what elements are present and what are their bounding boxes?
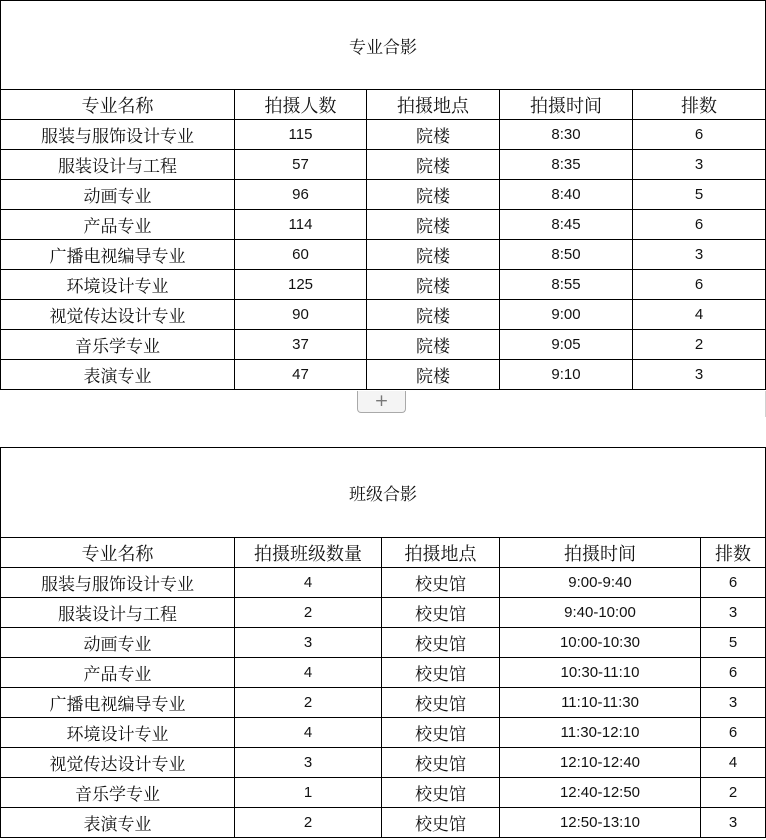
cell-people-count[interactable]: 96 [235, 180, 367, 210]
table-header-row [1, 90, 766, 120]
cell-class-count[interactable]: 2 [235, 688, 382, 718]
cell-rows[interactable]: 3 [633, 360, 766, 390]
cell-location[interactable]: 院楼 [367, 360, 500, 390]
cell-time[interactable]: 9:05 [500, 330, 633, 360]
table-row [1, 688, 766, 718]
table-title-row [1, 1, 766, 90]
table-row [1, 568, 766, 598]
cell-class-count[interactable]: 1 [235, 778, 382, 808]
cell-major-name[interactable]: 视觉传达设计专业 [1, 300, 235, 330]
table-row [1, 778, 766, 808]
cell-rows[interactable]: 3 [633, 240, 766, 270]
cell-time[interactable]: 8:30 [500, 120, 633, 150]
cell-class-count[interactable]: 4 [235, 568, 382, 598]
table-row [1, 210, 766, 240]
cell-rows[interactable]: 4 [701, 748, 766, 778]
cell-location[interactable]: 院楼 [367, 120, 500, 150]
cell-major-name[interactable]: 环境设计专业 [1, 270, 235, 300]
cell-people-count[interactable]: 60 [235, 240, 367, 270]
cell-time[interactable]: 8:40 [500, 180, 633, 210]
cell-location[interactable]: 院楼 [367, 240, 500, 270]
cell-time[interactable]: 12:50-13:10 [500, 808, 701, 838]
cell-location[interactable]: 校史馆 [382, 568, 500, 598]
cell-class-count[interactable]: 3 [235, 748, 382, 778]
cell-location[interactable]: 校史馆 [382, 748, 500, 778]
cell-major-name[interactable]: 服装设计与工程 [1, 150, 235, 180]
table-title[interactable]: 专业合影 [1, 1, 766, 90]
cell-major-name[interactable]: 服装与服饰设计专业 [1, 120, 235, 150]
header-people-count[interactable]: 拍摄人数 [235, 90, 367, 120]
cell-time[interactable]: 11:30-12:10 [500, 718, 701, 748]
table-row [1, 240, 766, 270]
cell-time[interactable]: 12:40-12:50 [500, 778, 701, 808]
cell-class-count[interactable]: 2 [235, 808, 382, 838]
table-title[interactable]: 班级合影 [1, 448, 766, 538]
cell-rows[interactable]: 4 [633, 300, 766, 330]
cell-major-name[interactable]: 表演专业 [1, 808, 235, 838]
cell-rows[interactable]: 6 [701, 718, 766, 748]
cell-time[interactable]: 12:10-12:40 [500, 748, 701, 778]
table-row [1, 360, 766, 390]
cell-location[interactable]: 校史馆 [382, 598, 500, 628]
cell-major-name[interactable]: 产品专业 [1, 658, 235, 688]
major-photo-table [0, 0, 766, 390]
cell-people-count[interactable]: 37 [235, 330, 367, 360]
cell-location[interactable]: 校史馆 [382, 628, 500, 658]
cell-major-name[interactable]: 产品专业 [1, 210, 235, 240]
header-rows[interactable]: 排数 [633, 90, 766, 120]
header-time[interactable]: 拍摄时间 [500, 90, 633, 120]
cell-rows[interactable]: 2 [701, 778, 766, 808]
table-row [1, 718, 766, 748]
cell-people-count[interactable]: 114 [235, 210, 367, 240]
cell-class-count[interactable]: 3 [235, 628, 382, 658]
cell-major-name[interactable]: 服装设计与工程 [1, 598, 235, 628]
cell-people-count[interactable]: 115 [235, 120, 367, 150]
cell-time[interactable]: 8:55 [500, 270, 633, 300]
cell-rows[interactable]: 3 [701, 808, 766, 838]
cell-rows[interactable]: 6 [633, 120, 766, 150]
table-row [1, 150, 766, 180]
header-major-name[interactable]: 专业名称 [1, 538, 235, 568]
cell-major-name[interactable]: 动画专业 [1, 628, 235, 658]
cell-class-count[interactable]: 4 [235, 658, 382, 688]
cell-location[interactable]: 校史馆 [382, 778, 500, 808]
cell-location[interactable]: 院楼 [367, 150, 500, 180]
header-rows[interactable]: 排数 [701, 538, 766, 568]
cell-people-count[interactable]: 47 [235, 360, 367, 390]
cell-major-name[interactable]: 动画专业 [1, 180, 235, 210]
cell-rows[interactable]: 5 [701, 628, 766, 658]
cell-location[interactable]: 院楼 [367, 300, 500, 330]
cell-time[interactable]: 9:40-10:00 [500, 598, 701, 628]
class-photo-table [0, 447, 766, 838]
cell-major-name[interactable]: 音乐学专业 [1, 330, 235, 360]
cell-rows[interactable]: 3 [701, 688, 766, 718]
table-row [1, 598, 766, 628]
table-row [1, 330, 766, 360]
cell-major-name[interactable]: 环境设计专业 [1, 718, 235, 748]
cell-location[interactable]: 校史馆 [382, 688, 500, 718]
cell-class-count[interactable]: 4 [235, 718, 382, 748]
header-location[interactable]: 拍摄地点 [367, 90, 500, 120]
cell-major-name[interactable]: 广播电视编导专业 [1, 688, 235, 718]
cell-time[interactable]: 11:10-11:30 [500, 688, 701, 718]
table-row [1, 658, 766, 688]
table-row [1, 748, 766, 778]
cell-location[interactable]: 校史馆 [382, 718, 500, 748]
cell-time[interactable]: 8:35 [500, 150, 633, 180]
cell-location[interactable]: 校史馆 [382, 808, 500, 838]
cell-location[interactable]: 院楼 [367, 180, 500, 210]
cell-rows[interactable]: 3 [701, 598, 766, 628]
cell-rows[interactable]: 6 [633, 270, 766, 300]
header-class-count[interactable]: 拍摄班级数量 [235, 538, 382, 568]
cell-time[interactable]: 10:30-11:10 [500, 658, 701, 688]
cell-location[interactable]: 校史馆 [382, 658, 500, 688]
cell-location[interactable]: 院楼 [367, 330, 500, 360]
table-row [1, 628, 766, 658]
cell-time[interactable]: 9:10 [500, 360, 633, 390]
cell-major-name[interactable]: 视觉传达设计专业 [1, 748, 235, 778]
cell-rows[interactable]: 2 [633, 330, 766, 360]
table-title-row [1, 448, 766, 538]
cell-time[interactable]: 9:00-9:40 [500, 568, 701, 598]
header-location[interactable]: 拍摄地点 [382, 538, 500, 568]
cell-location[interactable]: 院楼 [367, 270, 500, 300]
table-row [1, 270, 766, 300]
cell-people-count[interactable]: 125 [235, 270, 367, 300]
cell-major-name[interactable]: 表演专业 [1, 360, 235, 390]
header-major-name[interactable]: 专业名称 [1, 90, 235, 120]
header-time[interactable]: 拍摄时间 [500, 538, 701, 568]
cell-rows[interactable]: 6 [633, 210, 766, 240]
plus-icon: + [374, 391, 389, 411]
cell-location[interactable]: 院楼 [367, 210, 500, 240]
cell-time[interactable]: 10:00-10:30 [500, 628, 701, 658]
table-row [1, 300, 766, 330]
cell-rows[interactable]: 6 [701, 568, 766, 598]
cell-time[interactable]: 8:50 [500, 240, 633, 270]
cell-rows[interactable]: 5 [633, 180, 766, 210]
table-row [1, 120, 766, 150]
table-row [1, 180, 766, 210]
cell-major-name[interactable]: 音乐学专业 [1, 778, 235, 808]
cell-time[interactable]: 9:00 [500, 300, 633, 330]
cell-major-name[interactable]: 广播电视编导专业 [1, 240, 235, 270]
table-header-row [1, 538, 766, 568]
cell-rows[interactable]: 3 [633, 150, 766, 180]
cell-major-name[interactable]: 服装与服饰设计专业 [1, 568, 235, 598]
cell-rows[interactable]: 6 [701, 658, 766, 688]
cell-time[interactable]: 8:45 [500, 210, 633, 240]
cell-people-count[interactable]: 90 [235, 300, 367, 330]
add-row-button[interactable] [357, 391, 406, 413]
cell-people-count[interactable]: 57 [235, 150, 367, 180]
table-row [1, 808, 766, 838]
cell-class-count[interactable]: 2 [235, 598, 382, 628]
